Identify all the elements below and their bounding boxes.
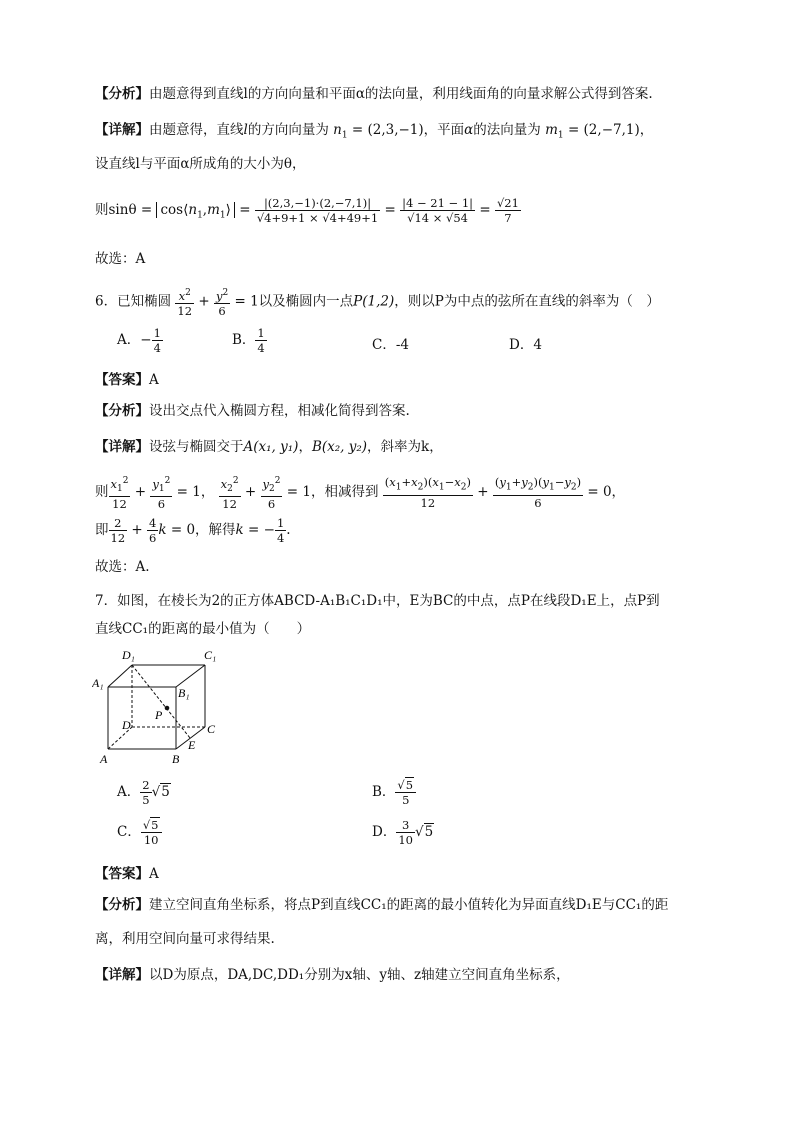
q6-option-a: A．− $\frac{1}{4}$ xyxy=(117,326,161,355)
detail-text: ，平面 xyxy=(423,122,465,138)
label-c: C xyxy=(207,722,216,736)
eq-prefix: 则 xyxy=(95,484,109,501)
q6-conclusion: 故选：A. xyxy=(95,559,150,575)
frac-num: |(2,3,−1)·(2,−7,1)| xyxy=(255,196,380,211)
label-d: D xyxy=(122,718,131,732)
q6-detail: 【详解】设弦与椭圆交于A(x₁, y₁)，B(x₂, y₂)，斜率为k， xyxy=(95,439,443,455)
label-b1: B₁ xyxy=(178,686,190,700)
q6-option-b: B． $\frac{1}{4}$ xyxy=(232,326,265,355)
analysis-tag: 【分析】 xyxy=(95,403,149,419)
answer-value: A xyxy=(149,866,159,882)
label-p: P xyxy=(155,708,163,722)
analysis-tag: 【分析】 xyxy=(95,897,149,913)
label-c1: C₁ xyxy=(204,648,217,662)
q5-conclusion: 故选：A xyxy=(95,251,146,267)
q5-detail-line2: 设直线l与平面α所成角的大小为θ， xyxy=(95,156,306,172)
option-label: B． xyxy=(232,332,256,348)
q7-option-d: D． $\frac{3}{10}$ √5 xyxy=(372,818,434,847)
answer-tag: 【答案】 xyxy=(95,866,149,882)
detail-tag: 【详解】 xyxy=(95,122,149,138)
point-b: B(x₂, y₂) xyxy=(311,439,368,455)
answer-value: A xyxy=(149,372,159,388)
eq-mid: ，解得 xyxy=(195,522,236,538)
q7-stem-line2: 直线CC₁的距离的最小值为（ ） xyxy=(95,621,311,637)
detail-text: 以D为原点，DA,DC,DD₁分别为x轴、y轴、z轴建立空间直角坐标系， xyxy=(149,967,570,983)
q6-option-c: C．-4 xyxy=(372,337,409,353)
q7-option-c: C． $\frac{√5}{10}$ xyxy=(117,818,162,847)
formula-frac-3 xyxy=(495,196,521,225)
q6-option-d: D．4 xyxy=(509,337,542,353)
q6-stem: 6．已知椭圆 $\frac{x^2}{12}$ + $\frac{y^2}{6}$ = 1以及椭圆内一点P(1,2)，则以P为中点的弦所在直线的斜率为（ ） xyxy=(95,288,660,318)
q5-formula: 则$\sin\theta = \cos⟨n_1,m_1⟩$ = $\frac{|(2,3,-1)\cdot(2,-7,1)|}{√4+9+1 \times √4+49+1}$ = $\frac{|4 - 21 - 1|}{√14 \times √54}$ = $\frac{√21}{7}$ xyxy=(95,196,519,225)
q6-solution: 即 $\frac{2}{12}$ + $\frac{4}{6}$ k = 0，解得k = − $\frac{1}{4}$ . xyxy=(95,516,291,545)
label-b: B xyxy=(172,752,180,766)
option-label: C． xyxy=(117,824,141,840)
frac-num: |4 − 21 − 1| xyxy=(402,196,474,210)
q6-equations: 则 $\frac{x_1^2}{12}$ + $\frac{y_1^2}{6}$ = 1， $\frac{x_2^2}{12}$ + $\frac{y_2^2}{6}$ = 1，相减得到 $\frac{(x_1+x_2)(x_1-x_2)}{12}$ + $\frac{(y_1+y_2)(y_1-y_2)}{6}$ = 0， xyxy=(95,475,626,512)
detail-text: ，斜率为k， xyxy=(367,439,443,455)
detail-text: 的法向量为 xyxy=(473,122,541,138)
detail-text: 由题意得，直线 xyxy=(149,122,244,138)
q7-analysis-line1 xyxy=(95,895,668,915)
q7-option-a: A． $\frac{2}{5}$ √5 xyxy=(117,778,170,807)
option-label: B． xyxy=(372,784,396,800)
formula-frac-1 xyxy=(255,196,380,225)
label-a: A xyxy=(100,752,108,766)
q5-detail-line1: 【详解】由题意得，直线l的方向向量为 $n_1 = (2,3,-1)$，平面α的法向量为 $m_1 = (2,-7,1)$， xyxy=(95,122,654,141)
q7-answer xyxy=(95,864,159,884)
n-vector: = (2,3,−1) xyxy=(351,122,424,138)
cube-figure xyxy=(92,645,232,770)
option-label: A． xyxy=(117,784,141,800)
eq-mid: ，相减得到 xyxy=(310,484,379,501)
q6-stem-a: 6．已知椭圆 xyxy=(95,293,172,310)
detail-text: 设弦与椭圆交于 xyxy=(149,439,244,455)
answer-tag: 【答案】 xyxy=(95,372,149,388)
label-d1: D₁ xyxy=(122,648,135,662)
point-a: A(x₁, y₁) xyxy=(243,439,299,455)
detail-tag: 【详解】 xyxy=(95,967,149,983)
option-label: A．− xyxy=(117,332,152,348)
q6-point: P(1,2) xyxy=(353,293,395,310)
option-label: D． xyxy=(372,824,397,840)
eq-prefix: 即 xyxy=(95,522,109,538)
analysis-text: 设出交点代入椭圆方程，相减化简得到答案. xyxy=(149,403,410,419)
detail-text: ， xyxy=(639,122,654,138)
q7-analysis-line2: 离，利用空间向量可求得结果. xyxy=(95,931,275,947)
frac-den: √14 × √54 xyxy=(407,211,468,225)
q5-analysis-line xyxy=(95,84,653,104)
detail-tag: 【详解】 xyxy=(95,439,149,455)
q6-stem-c: ，则以P为中点的弦所在直线的斜率为（ ） xyxy=(394,293,660,310)
q7-option-b: B． $\frac{√5}{5}$ xyxy=(372,778,416,807)
q7-detail xyxy=(95,965,570,985)
q5-analysis: 由题意得到直线l的方向向量和平面α的法向量，利用线面角的向量求解公式得到答案. xyxy=(149,86,653,102)
analysis-tag: 【分析】 xyxy=(95,86,149,102)
q6-analysis xyxy=(95,401,410,421)
frac-den: 7 xyxy=(504,211,512,225)
q7-stem-line1: 7．如图，在棱长为2的正方体ABCD-A₁B₁C₁D₁中，E为BC的中点，点P在线段D₁E上，点P到 xyxy=(95,593,660,609)
detail-text: 的方向向量为 xyxy=(247,122,329,138)
formula-prefix: 则sinθ = xyxy=(95,202,153,218)
frac-num: √21 xyxy=(496,196,519,210)
label-e: E xyxy=(188,738,196,752)
label-a1: A₁ xyxy=(92,676,104,690)
q6-answer xyxy=(95,370,159,390)
m-vector: = (2,−7,1) xyxy=(567,122,640,138)
q6-stem-b: 以及椭圆内一点 xyxy=(258,293,354,310)
formula-frac-2 xyxy=(400,196,475,225)
frac-den: √4+9+1 × √4+49+1 xyxy=(256,211,379,225)
analysis-text: 建立空间直角坐标系，将点P到直线CC₁的距离的最小值转化为异面直线D₁E与CC₁的距 xyxy=(149,897,669,913)
